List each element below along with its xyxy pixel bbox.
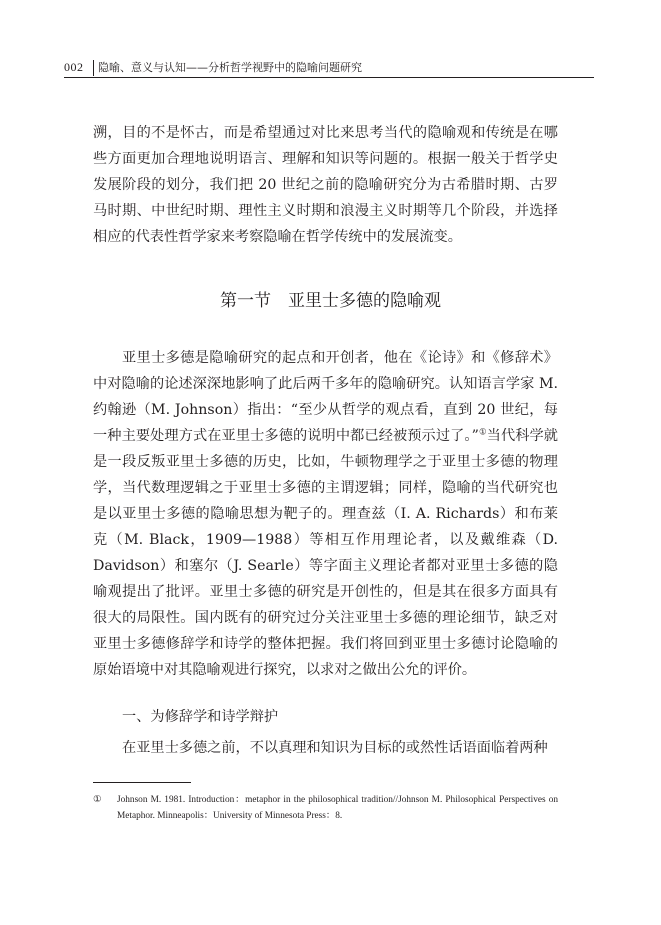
footnote-mark: ① [93,795,102,805]
intro-paragraph: 溯，目的不是怀古，而是希望通过对比来思考当代的隐喻观和传统是在哪些方面更加合理地说明语言、理解和知识等问题的。根据一般关于哲学史发展阶段的划分，我们把 20 世纪之前的隐喻研究分为古希腊时期、古罗马时期、中世纪时期、理性主义时期和浪漫主义时期等几个阶段，并选择相应的代表性哲学家来考察隐喻在哲学传统中的发展流变。 [93,125,558,245]
footnote-reference[interactable]: ① [478,427,487,438]
footnote-text: Johnson M. 1981. Introduction：metaphor in the philosophical tradition//Johnson M. Philosophical Perspectives on Metaphor. Minneapolis：University of Minnesota Press：8. [117,795,558,821]
footnote [93,792,558,824]
main-paragraph [93,345,558,683]
main-paragraph-part2: 当代科学就是一段反叛亚里士多德的历史，比如，牛顿物理学之于亚里士多德的物理学，当代数理逻辑之于亚里士多德的主谓逻辑；同样，隐喻的当代研究也是以亚里士多德的隐喻思想为靶子的。理查兹（I. A. Richards）和布莱克（M. Black，1909—1988）等相互作用理论者，以及戴维森（D. Davidson）和塞尔（J. Searle）等字面主义理论者都对亚里士多德的隐喻观提出了批评。亚里士多德的研究是开创性的，但是其在很多方面具有很大的局限性。国内既有的研究过分关注亚里士多德的理论细节，缺乏对亚里士多德修辞学和诗学的整体把握。我们将回到亚里士多德讨论隐喻的原始语境中对其隐喻观进行探究，以求对之做出公允的评价。 [93,428,558,678]
footnote-divider [93,782,191,783]
header-divider [93,60,94,76]
main-paragraph-part1: 亚里士多德是隐喻研究的起点和开创者，他在《论诗》和《修辞术》中对隐喻的论述深深地影响了此后两千多年的隐喻研究。认知语言学家 M. 约翰逊（M. Johnson）指出：“至少从哲学的观点看，直到 20 世纪，每一种主要处理方式在亚里士多德的说明中都已经被预示过了。” [93,350,558,444]
section-title: 第一节 亚里士多德的隐喻观 [220,291,441,311]
running-title: 隐喻、意义与认知——分析哲学视野中的隐喻问题研究 [98,61,362,74]
subsection-heading: 一、为修辞学和诗学辩护 [122,709,279,725]
last-paragraph: 在亚里士多德之前，不以真理和知识为目标的或然性话语面临着两种 [122,740,548,756]
page-number: 002 [64,60,84,74]
running-header [64,59,594,78]
